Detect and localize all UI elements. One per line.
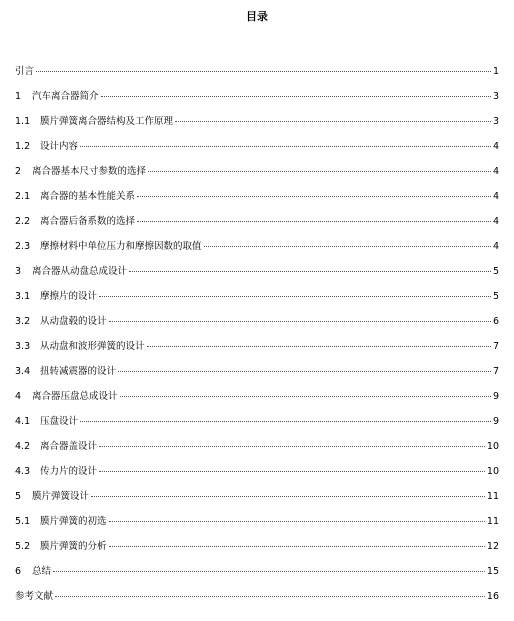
toc-entry-number: 4.2 xyxy=(15,441,31,452)
toc-entry-title: 压盘设计 xyxy=(40,416,79,427)
toc-dot-leader xyxy=(147,346,491,347)
toc-entry-page-number: 11 xyxy=(486,491,499,502)
toc-entry-title: 膜片弹簧的分析 xyxy=(40,541,107,552)
toc-entry-number: 2.3 xyxy=(15,241,31,252)
toc-entry-page-number: 4 xyxy=(492,216,499,227)
toc-entry-title: 离合器盖设计 xyxy=(40,441,98,452)
toc-entry[interactable] xyxy=(15,259,499,284)
toc-dot-leader xyxy=(101,96,491,97)
toc-dot-leader xyxy=(80,146,491,147)
toc-dot-leader xyxy=(99,446,485,447)
toc-entry[interactable] xyxy=(15,484,499,509)
toc-entry[interactable] xyxy=(15,409,499,434)
toc-entry-title: 离合器基本尺寸参数的选择 xyxy=(32,166,147,177)
toc-entry[interactable] xyxy=(15,459,499,484)
toc-dot-leader xyxy=(55,596,485,597)
toc-entry[interactable] xyxy=(15,334,499,359)
toc-entry-page-number: 16 xyxy=(486,591,499,602)
toc-entry-page-number: 15 xyxy=(486,566,499,577)
toc-entry-number: 1 xyxy=(15,91,22,102)
toc-entry-page-number: 12 xyxy=(486,541,499,552)
toc-entry-page-number: 4 xyxy=(492,191,499,202)
toc-entry-number: 4.1 xyxy=(15,416,31,427)
toc-dot-leader xyxy=(109,521,485,522)
toc-entry-page-number: 11 xyxy=(486,516,499,527)
toc-dot-leader xyxy=(118,371,491,372)
toc-entry-number: 5 xyxy=(15,491,22,502)
toc-dot-leader xyxy=(99,471,485,472)
toc-entry-page-number: 5 xyxy=(492,291,499,302)
toc-entry[interactable] xyxy=(15,209,499,234)
toc-entry[interactable] xyxy=(15,309,499,334)
toc-entry-title: 膜片弹簧离合器结构及工作原理 xyxy=(40,116,174,127)
toc-entry[interactable] xyxy=(15,434,499,459)
toc-entry-title: 摩擦材料中单位压力和摩擦因数的取值 xyxy=(40,241,202,252)
toc-entry-number: 5.1 xyxy=(15,516,31,527)
toc-entry-number: 3.1 xyxy=(15,291,31,302)
toc-entry-title: 从动盘和波形弹簧的设计 xyxy=(40,341,145,352)
toc-entry-number: 3.3 xyxy=(15,341,31,352)
toc-dot-leader xyxy=(36,71,491,72)
toc-dot-leader xyxy=(120,396,491,397)
toc-entry-title: 传力片的设计 xyxy=(40,466,98,477)
toc-dot-leader xyxy=(99,296,491,297)
toc-entry-number: 2.1 xyxy=(15,191,31,202)
toc-entry-title: 膜片弹簧设计 xyxy=(32,491,90,502)
toc-entry-number: 3.2 xyxy=(15,316,31,327)
toc-entry-page-number: 7 xyxy=(492,366,499,377)
toc-entry-number: 3 xyxy=(15,266,22,277)
toc-entry-title: 扭转减震器的设计 xyxy=(40,366,117,377)
toc-entry-title: 引言 xyxy=(15,66,35,77)
toc-dot-leader xyxy=(148,171,491,172)
toc-entry-page-number: 7 xyxy=(492,341,499,352)
toc-entry[interactable] xyxy=(15,59,499,84)
toc-entry-page-number: 6 xyxy=(492,316,499,327)
toc-entry-title: 总结 xyxy=(32,566,52,577)
toc-entry-title: 膜片弹簧的初选 xyxy=(40,516,107,527)
toc-entry-number: 1.2 xyxy=(15,141,31,152)
toc-entry-page-number: 5 xyxy=(492,266,499,277)
toc-entry[interactable] xyxy=(15,559,499,584)
toc-dot-leader xyxy=(204,246,491,247)
toc-entry-page-number: 3 xyxy=(492,116,499,127)
toc-dot-leader xyxy=(137,196,491,197)
toc-entry-page-number: 4 xyxy=(492,141,499,152)
toc-dot-leader xyxy=(53,571,485,572)
toc-entry-title: 离合器压盘总成设计 xyxy=(32,391,118,402)
toc-entry-title: 汽车离合器简介 xyxy=(32,91,99,102)
toc-entry-number: 2.2 xyxy=(15,216,31,227)
toc-entry[interactable] xyxy=(15,159,499,184)
toc-entry-title: 从动盘毂的设计 xyxy=(40,316,107,327)
toc-dot-leader xyxy=(137,221,491,222)
toc-entry-page-number: 4 xyxy=(492,166,499,177)
toc-entry-title: 离合器从动盘总成设计 xyxy=(32,266,128,277)
toc-dot-leader xyxy=(91,496,485,497)
toc-entry[interactable] xyxy=(15,359,499,384)
toc-entry-number: 3.4 xyxy=(15,366,31,377)
toc-entry-page-number: 9 xyxy=(492,416,499,427)
toc-entry-number: 2 xyxy=(15,166,22,177)
toc-entry-number: 1.1 xyxy=(15,116,31,127)
toc-entry-number: 5.2 xyxy=(15,541,31,552)
toc-dot-leader xyxy=(80,421,491,422)
toc-entry[interactable] xyxy=(15,234,499,259)
toc-entry-number: 4.3 xyxy=(15,466,31,477)
toc-dot-leader xyxy=(175,121,491,122)
toc-entry[interactable] xyxy=(15,384,499,409)
toc-entry-title: 离合器后备系数的选择 xyxy=(40,216,136,227)
toc-entry-title: 设计内容 xyxy=(40,141,79,152)
toc-entry[interactable] xyxy=(15,534,499,559)
toc-dot-leader xyxy=(109,321,491,322)
toc-entry-title: 参考文献 xyxy=(15,591,54,602)
toc-entry[interactable] xyxy=(15,284,499,309)
page-title: 目录 xyxy=(246,10,268,23)
toc-entry[interactable] xyxy=(15,184,499,209)
toc-entry-page-number: 10 xyxy=(486,466,499,477)
toc-entry-title: 离合器的基本性能关系 xyxy=(40,191,136,202)
toc-dot-leader xyxy=(129,271,491,272)
toc-entry-title: 摩擦片的设计 xyxy=(40,291,98,302)
toc-entry-number: 4 xyxy=(15,391,22,402)
toc-entry-page-number: 4 xyxy=(492,241,499,252)
toc-entry-page-number: 10 xyxy=(486,441,499,452)
toc-dot-leader xyxy=(109,546,485,547)
toc-entry-number: 6 xyxy=(15,566,22,577)
toc-entry[interactable] xyxy=(15,134,499,159)
table-of-contents xyxy=(15,59,499,609)
toc-entry[interactable] xyxy=(15,109,499,134)
toc-entry-page-number: 1 xyxy=(492,66,499,77)
toc-entry[interactable] xyxy=(15,584,499,609)
toc-entry[interactable] xyxy=(15,509,499,534)
toc-entry[interactable] xyxy=(15,84,499,109)
toc-entry-page-number: 3 xyxy=(492,91,499,102)
toc-entry-page-number: 9 xyxy=(492,391,499,402)
